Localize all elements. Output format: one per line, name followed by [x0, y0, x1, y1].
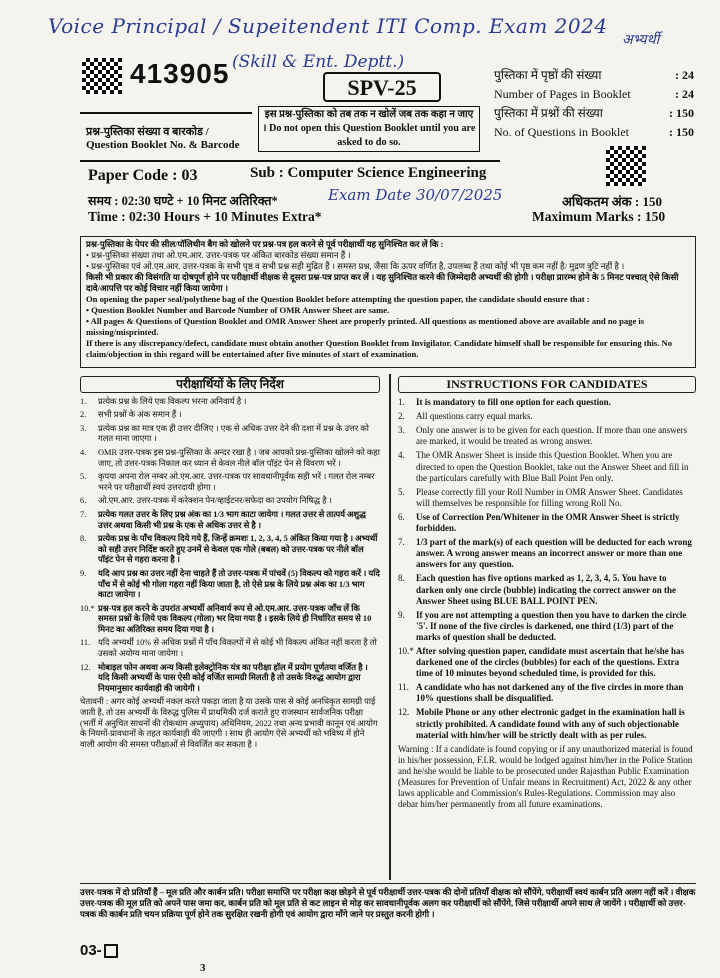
instruction-number: 5.: [398, 486, 405, 497]
instruction-number: 12.: [80, 662, 91, 672]
instruction-number: 10.*: [398, 645, 414, 656]
instruction-item: [398, 707, 696, 740]
instruction-number: 8.: [398, 573, 405, 584]
handwritten-dept: (Skill & Ent. Deptt.): [232, 52, 405, 72]
pages-label-en: Number of Pages in Booklet: [494, 87, 631, 101]
notice-hi-3: किसी भी प्रकार की विसंगति या दोषपूर्ण होने पर परीक्षार्थी वीक्षक से दूसरा प्रश्न-पत्र प्राप्त कर लें । यह सुनिश्चित करने की जिम्मेदारी अभ्यर्थी की होगी । परीक्षा प्रारम्भ होने के 5 मिनट पश्चात् ऐसे किसी दावे/आपत्ति पर कोई विचार नहीं किया जायेगा ।: [86, 272, 679, 293]
instruction-number: 7.: [398, 537, 405, 548]
hindi-warning: चेतावनी : अगर कोई अभ्यर्थी नकल करते पकड़ा जाता है या उसके पास से कोई अनधिकृत सामग्री पाई जाती है, तो उस अभ्यर्थी के विरुद्ध पुलिस में प्राथमिकी दर्ज कराते हुए राजस्थान सार्वजनिक परीक्षा (भर्ती में अनुचित साधनों की रोकथाम अध्युपाय) अधिनियम, 2022 तथा अन्य प्रभावी कानून एवं आयोग के नियमों-प्रावधानों के तहत कार्यवाही की जाएगी । साथ ही आयोग ऐसे अभ्यर्थी को भविष्य में होने वाली आयोग की समस्त परीक्षाओं से विवर्जित कर सकता है ।: [80, 697, 378, 749]
instruction-text: OMR उत्तर-पत्रक इस प्रश्न-पुस्तिका के अन्दर रखा है । जब आपको प्रश्न-पुस्तिका खोलने को कहा जाए, तो उत्तर-पत्रक निकाल कर ध्यान से केवल नीले बॉल पॉइंट पेन से विवरण भरें ।: [98, 447, 380, 468]
instruction-text: Each question has five options marked as 1, 2, 3, 4, 5. You have to darken only one circle (bubble) indicating the correct answer on the Answer Sheet using BLUE BALL POINT PEN.: [416, 573, 676, 606]
pages-value-en: : 24: [675, 87, 694, 101]
instruction-item: [398, 411, 696, 422]
booklet-label-english: Question Booklet No. & Barcode: [86, 139, 240, 151]
english-instructions: [398, 376, 696, 810]
english-instructions-title: INSTRUCTIONS FOR CANDIDATES: [398, 376, 696, 393]
instruction-number: 11.: [398, 682, 409, 693]
instruction-text: प्रत्येक गलत उत्तर के लिए प्रश्न अंक का 1/3 भाग काटा जायेगा । गलत उत्तर से तात्पर्य अशुद्ध उत्तर अथवा किसी भी प्रश्न के एक से अधिक उत्तर से है ।: [98, 509, 366, 530]
notice-hi-2: • प्रश्न-पुस्तिका एवं ओ.एम.आर. उत्तर-पत्रक के सभी पृष्ठ व सभी प्रश्न सही मुद्रित हैं । समस्त प्रश्न, जैसा कि ऊपर वर्णित है, उपलब्ध हैं तथा कोई भी पृष्ठ कम नहीं है/ मुद्रण त्रुटि नहीं है ।: [86, 261, 625, 271]
instruction-item: [398, 450, 696, 483]
page-code: [80, 942, 118, 959]
instruction-text: The OMR Answer Sheet is inside this Question Booklet. When you are directed to open the Question Booklet, take out the Answer Sheet and fill in the particulars carefully with Blue Ball Point Pen only.: [416, 450, 689, 483]
booklet-label-hindi: प्रश्न-पुस्तिका संख्या व बारकोड /: [86, 126, 209, 138]
instruction-item: [80, 663, 380, 695]
notice-en-3: If there is any discrepancy/defect, candidate must obtain another Question Booklet from Invigilator. Candidate himself shall be responsible for ensuring this. No claim/objection in this regard will be entertained after five minutes of start of examination.: [86, 338, 673, 359]
instruction-text: सभी प्रश्नों के अंक समान हैं ।: [98, 410, 182, 420]
instruction-text: Please correctly fill your Roll Number in OMR Answer Sheet. Candidates will themselves be responsible for filling wrong Roll No.: [416, 486, 683, 508]
instruction-item: [398, 646, 696, 679]
instruction-text: प्रत्येक प्रश्न का मात्र एक ही उत्तर दीजिए । एक से अधिक उत्तर देने की दशा में प्रश्न के उत्तर को गलत माना जाएगा ।: [98, 423, 369, 444]
instruction-number: 9.: [80, 568, 87, 578]
questions-label-en: No. of Questions in Booklet: [494, 125, 629, 139]
instruction-text: If you are not attempting a question then you have to darken the circle '5'. If none of the five circles is darkened, one third (1/3) part of the marks of question shall be deducted.: [416, 609, 687, 642]
instruction-text: Use of Correction Pen/Whitener in the OMR Answer Sheet is strictly forbidden.: [416, 511, 680, 534]
instruction-item: [398, 397, 696, 408]
instruction-number: 3.: [398, 425, 405, 436]
instruction-item: [80, 424, 380, 445]
questions-value-en: : 150: [669, 125, 694, 139]
notice-en-intro: On opening the paper seal/polythene bag of the Question Booklet before attempting the question paper, the candidate should ensure that :: [86, 294, 590, 304]
instruction-item: [398, 573, 696, 606]
booklet-qr-code: [82, 58, 122, 94]
instruction-item: [398, 487, 696, 509]
max-marks-hindi: अधिकतम अंक : 150: [562, 194, 662, 209]
handwritten-exam-date: Exam Date 30/07/2025: [328, 186, 503, 204]
pages-label-hi: पुस्तिका में पृष्ठों की संख्या: [494, 68, 602, 82]
instruction-text: ओ.एम.आर. उत्तर-पत्रक में करेक्शन पेन/व्हाईटनर/सफेदा का उपयोग निषिद्ध है ।: [98, 496, 332, 506]
square-icon: [104, 944, 118, 958]
instruction-text: 1/3 part of the mark(s) of each question will be deducted for each wrong answer. A wrong answer means an incorrect answer or more than one answers for any question.: [416, 537, 692, 570]
instruction-text: प्रत्येक प्रश्न के पाँच विकल्प दिये गये हैं, जिन्हें क्रमशः 1, 2, 3, 4, 5 अंकित किया गया है । अभ्यर्थी को सही उत्तर निर्दिष्ट करते हुए उनमें से केवल एक गोले (बबल) को उत्तर-पत्रक पर नीले बॉल पॉइंट पेन से गहरा करना है ।: [98, 534, 378, 565]
instruction-text: कृपया अपना रोल नम्बर ओ.एम.आर. उत्तर-पत्रक पर सावधानीपूर्वक सही भरें । गलत रोल नम्बर भरने पर परीक्षार्थी स्वयं उत्तरदायी होगा ।: [98, 472, 375, 492]
instruction-number: 7.: [80, 509, 87, 519]
instruction-item: [80, 534, 380, 566]
instruction-number: 1.: [398, 397, 405, 408]
instruction-item: [80, 510, 380, 531]
pages-value-hi: : 24: [675, 68, 694, 82]
instruction-number: 8.: [80, 534, 87, 544]
instruction-number: 1.: [80, 396, 87, 406]
instruction-item: [398, 512, 696, 534]
instruction-item: [80, 604, 380, 636]
instruction-item: [80, 397, 380, 408]
meta-qr-code: [606, 146, 646, 186]
footer-note: उत्तर-पत्रक में दो प्रतियाँ हैं – मूल प्रति और कार्बन प्रति। परीक्षा समाप्ति पर परीक्षा कक्ष छोड़ने से पूर्व परीक्षार्थी उत्तर-पत्रक की दोनों प्रतियाँ वीक्षक को सौंपेंगे, परीक्षार्थी स्वयं कार्बन प्रति अलग नहीं करें । वीक्षक उत्तर-पत्रक की मूल प्रति को अपने पास जमा कर, कार्बन प्रति को मूल प्रति से कट लाइन से मोड़ कर सावधानीपूर्वक अलग कर परीक्षार्थी को सौंपेंगे, जिसे परीक्षार्थी अपने साथ ले जायेंगे । परीक्षार्थी को उत्तर-पत्रक की कार्बन प्रति चयन प्रक्रिया पूर्ण होने तक सुरक्षित रखनी होगी एवं आयोग द्वारा माँगे जाने पर प्रस्तुत करनी होगी ।: [80, 883, 696, 920]
do-not-open-notice: [258, 106, 480, 152]
instruction-number: 4.: [80, 447, 87, 457]
instruction-text: यदि आप प्रश्न का उत्तर नहीं देना चाहते हैं तो उत्तर-पत्रक में पांचवें (5) विकल्प को गहरा करें । यदि पाँच में से कोई भी गोला गहरा नहीं किया जाता है, तो ऐसे प्रश्न के लिये प्रश्न अंक का 1/3 भाग काटा जायेगा ।: [98, 568, 380, 600]
questions-value-hi: : 150: [669, 106, 694, 120]
instruction-number: 12.: [398, 707, 410, 718]
instruction-text: प्रश्न-पत्र हल करने के उपरांत अभ्यर्थी अनिवार्य रूप से ओ.एम.आर. उत्तर-पत्रक जाँच लें कि समस्त प्रश्नों के लिये एक विकल्प (गोला) भर दिया गया है । इसके लिये ही निर्धारित समय से 10 मिनट का अतिरिक्त समय दिया गया है ।: [98, 603, 372, 634]
instruction-text: प्रत्येक प्रश्न के लिये एक विकल्प भरना अनिवार्य है ।: [98, 396, 247, 406]
seal-notice: [80, 236, 696, 368]
page-code-text: 03-: [80, 942, 102, 959]
notice-hi-intro: प्रश्न-पुस्तिका के पेपर की सील/पॉलिथीन बैग को खोलने पर प्रश्न-पत्र हल करने से पूर्व परीक्षार्थी यह सुनिश्चित कर लें कि :: [86, 239, 444, 249]
instruction-number: 6.: [398, 511, 405, 522]
instruction-item: [80, 472, 380, 493]
notice-english: Do not open this Question Booklet until you are asked to do so.: [269, 123, 476, 148]
notice-hindi: इस प्रश्न-पुस्तिका को तब तक न खोलें जब तक कहा न जाए ।: [262, 109, 474, 134]
instruction-text: A candidate who has not darkened any of the five circles in more than 10% questions shall be disqualified.: [416, 682, 684, 704]
notice-en-2: • All pages & Questions of Question Booklet and OMR Answer Sheet are properly printed. All questions as mentioned above are available and no page is missing/misprinted.: [86, 316, 645, 337]
paper-code: Paper Code : 03: [88, 167, 198, 184]
instruction-text: It is mandatory to fill one option for each question.: [416, 397, 611, 408]
questions-label-hi: पुस्तिका में प्रश्नों की संख्या: [494, 106, 603, 120]
subject: Sub : Computer Science Engineering: [250, 165, 487, 181]
instruction-number: 11.: [80, 638, 91, 648]
handwritten-header: Voice Principal / Supeitendent ITI Comp. Exam 2024: [48, 14, 608, 38]
instruction-number: 6.: [80, 496, 87, 506]
instruction-item: [398, 610, 696, 643]
notice-en-1: • Question Booklet Number and Barcode Number of OMR Answer Sheet are same.: [86, 305, 390, 315]
instruction-text: Only one answer is to be given for each question. If more than one answers are marked, it would be treated as wrong answer.: [416, 425, 688, 447]
page-number: 3: [200, 962, 206, 974]
instruction-number: 5.: [80, 472, 87, 482]
instruction-text: Mobile Phone or any other electronic gadget in the examination hall is strictly prohibited. A candidate found with any of such objectionable material with him/her will be strictly dealt with as per rules.: [416, 707, 685, 740]
instruction-number: 2.: [80, 410, 87, 420]
instruction-item: [80, 496, 380, 507]
instruction-text: After solving question paper, candidate must ascertain that he/she has darkened one of the circles (bubbles) for each of the questions. Extra time of 10 minutes beyond scheduled time, is provided for this.: [416, 645, 685, 679]
booklet-meta: [494, 66, 694, 142]
max-marks-english: Maximum Marks : 150: [532, 209, 666, 224]
instruction-number: 10.*: [80, 603, 95, 613]
instruction-number: 3.: [80, 423, 87, 433]
series-box: [323, 72, 441, 102]
handwritten-signature: अभ्यर्थी: [622, 32, 660, 48]
instruction-text: यदि अभ्यर्थी 10% से अधिक प्रश्नों में पाँच विकल्पों में से कोई भी विकल्प अंकित नहीं करता है तो उसको अयोग्य माना जायेगा ।: [98, 638, 377, 659]
series-code: SPV-25: [347, 75, 417, 100]
hindi-instructions: [80, 376, 380, 750]
instruction-number: 2.: [398, 411, 405, 422]
english-warning: Warning : If a candidate is found copying or if any unauthorized material is found in his/her possession, F.I.R. would be lodged against him/her in the Police Station and he/she would be liable to be prosecuted under Rajasthan Public Examination (Measures for Prevention of Unfair means in Recruitment) Act, 2022 & any other laws applicable and Commission's Rules-Regulations. Commission may also debar him/her permanently from all future examinations.: [398, 743, 693, 810]
notice-hi-1: • प्रश्न-पुस्तिका संख्या तथा ओ.एम.आर. उत्तर-पत्रक पर अंकित बारकोड संख्या समान हैं ।: [86, 250, 351, 260]
instruction-text: All questions carry equal marks.: [416, 411, 533, 422]
instruction-item: [398, 682, 696, 704]
hindi-instructions-title: परीक्षार्थियों के लिए निर्देश: [80, 376, 380, 393]
instruction-item: [80, 410, 380, 421]
instruction-number: 4.: [398, 450, 405, 461]
time-english: Time : 02:30 Hours + 10 Minutes Extra*: [88, 209, 322, 224]
instruction-item: [80, 569, 380, 601]
time-hindi: समय : 02:30 घण्टे + 10 मिनट अतिरिक्त*: [88, 194, 278, 208]
instruction-item: [80, 638, 380, 659]
instruction-number: 9.: [398, 609, 405, 620]
instruction-item: [398, 537, 696, 570]
booklet-number: 413905: [130, 58, 230, 89]
instruction-text: मोबाइल फोन अथवा अन्य किसी इलेक्ट्रोनिक यंत्र का परीक्षा हॉल में प्रयोग पूर्णतया वर्जित है । यदि किसी अभ्यर्थी के पास ऐसी कोई वर्जित सामग्री मिलती है तो उसके विरुद्ध आयोग द्वारा नियमानुसार कार्यवाही की जायेगी ।: [98, 662, 368, 693]
instruction-item: [398, 425, 696, 447]
instruction-item: [80, 448, 380, 469]
